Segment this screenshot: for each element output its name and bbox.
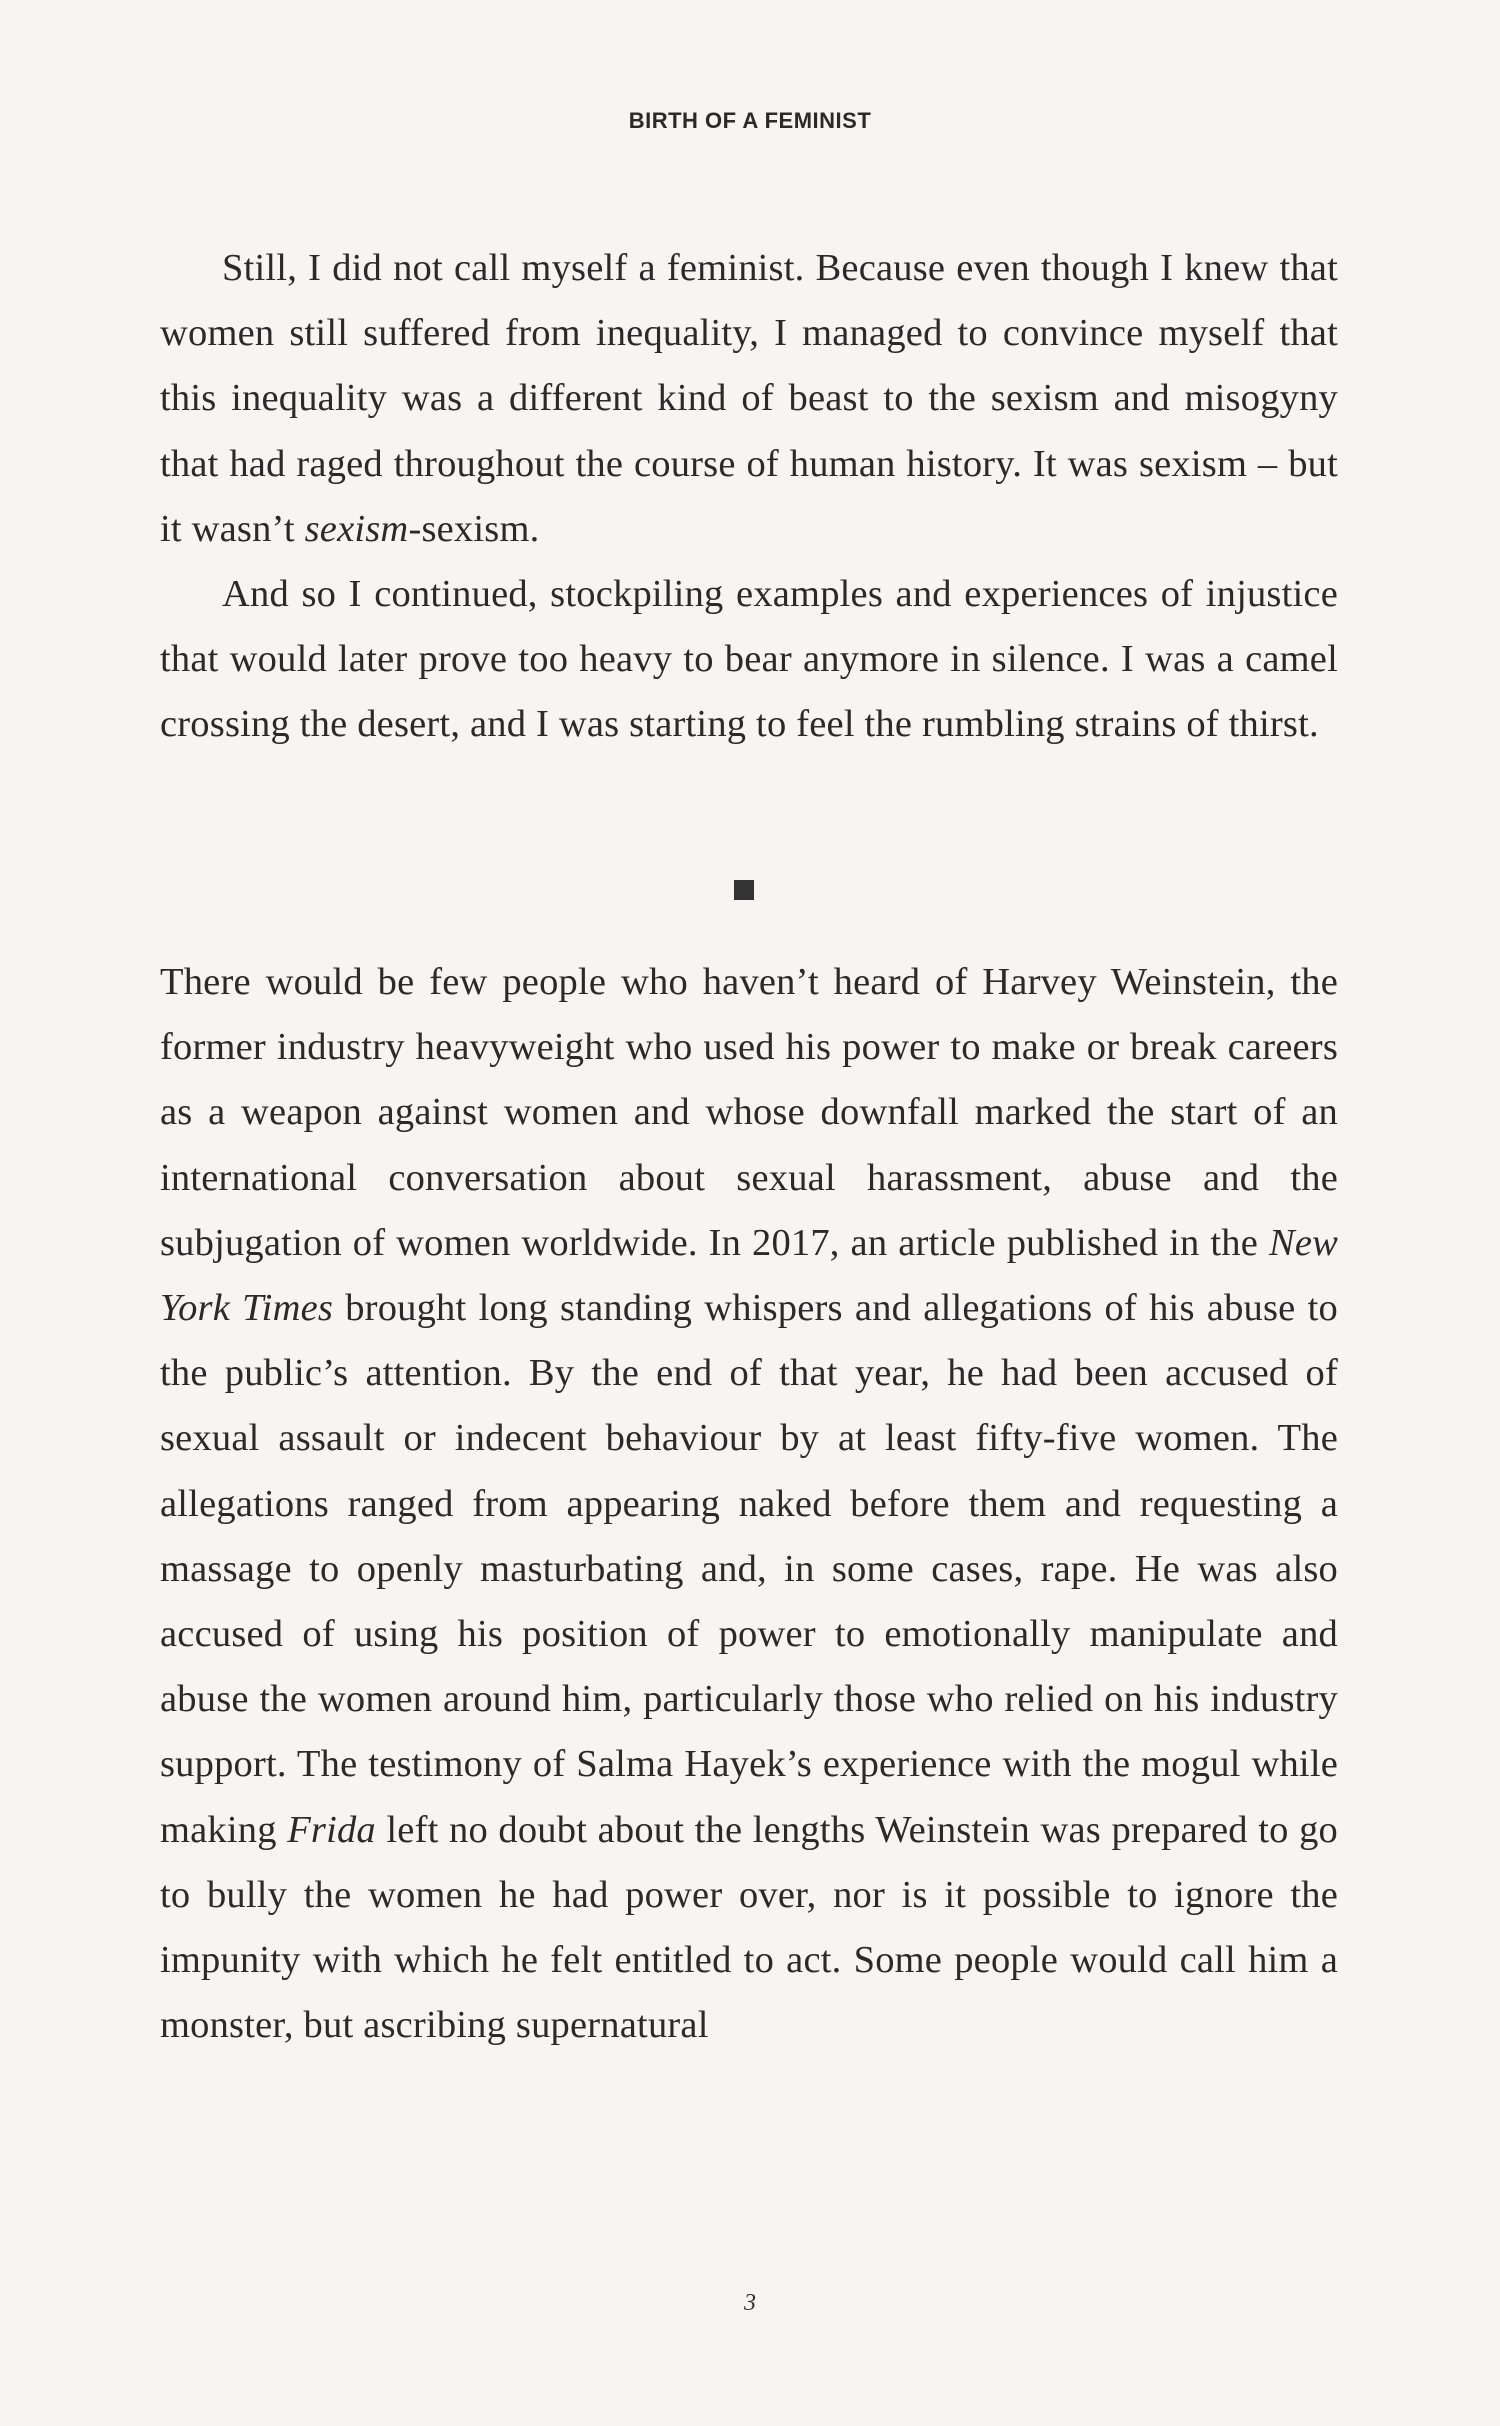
paragraph-text: brought long standing whispers and allegations of his abuse to the public’s attention. By the end of that year, he had been accused of sexual assault or indecent behaviour by at least fifty-five women. The allegations ranged from appearing naked before them and requesting a massage to openly masturbating and, in some cases, rape. He was also accused of using his position of power to emotionally manipulate and abuse the women around him, particularly those who relied on his industry support. The testimony of Salma Hayek’s experience with the mogul while making	[160, 1287, 1338, 1851]
emphasis-text: New York Times	[160, 1221, 1338, 1330]
emphasis-text: sexism	[304, 507, 409, 550]
emphasis-text: Frida	[287, 1808, 376, 1851]
paragraph	[160, 950, 1338, 2058]
paragraph: And so I continued, stockpiling examples and experiences of injustice that would later prove too heavy to bear anymore in silence. I was a camel crossing the desert, and I was starting to feel the rumbling strains of thirst.	[160, 573, 1338, 746]
paragraph-text: There would be few people who haven’t heard of Harvey Weinstein, the former industry heavyweight who used his power to make or break careers as a weapon against women and whose downfall marked the start of an international conversation about sexual harassment, abuse and the subjugation of women worldwide. In 2017, an article published in the	[160, 961, 1338, 1264]
paragraph-text: Still, I did not call myself a feminist. Because even though I knew that women still suffered from inequality, I managed to convince myself that this inequality was a different kind of beast to the sexism and misogyny that had raged throughout the course of human history. It was sexism – but it wasn’t	[160, 247, 1338, 550]
running-head: BIRTH OF A FEMINIST	[628, 108, 872, 133]
paragraph-text: left no doubt about the lengths Weinstein was prepared to go to bully the women he had power over, nor is it possible to ignore the impunity with which he felt entitled to act. Some people would call him a monster, but ascribing supernatural	[160, 1808, 1338, 2047]
text-block-1	[160, 236, 1338, 758]
text-block-2	[160, 950, 1338, 2058]
page-number: 3	[744, 2290, 756, 2316]
paragraph-text: -sexism.	[408, 507, 540, 550]
section-break-square	[734, 880, 754, 900]
paragraph	[160, 236, 1338, 562]
